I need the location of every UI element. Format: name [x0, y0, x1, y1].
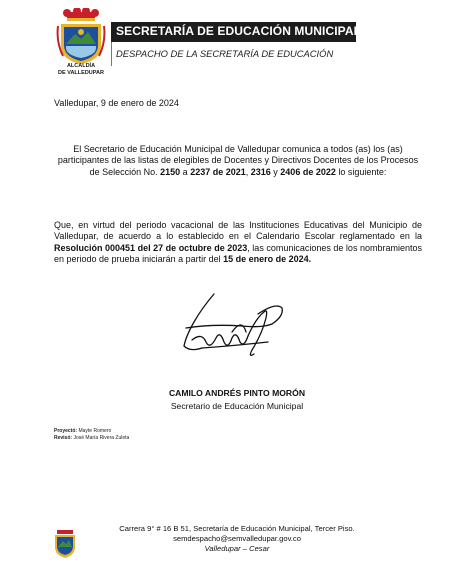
- letter-date: Valledupar, 9 de enero de 2024: [54, 98, 179, 108]
- drafting-credits: [54, 428, 129, 441]
- credit-reviso-label: Revisó:: [54, 434, 73, 441]
- paragraph-announcement: [54, 144, 422, 178]
- paragraph2-bold-start-date: 15 de enero de 2024.: [223, 254, 312, 265]
- paragraph2-middle: , las comunicaciones de los nombramientos en periodo de prueba iniciarán a partir del: [54, 242, 422, 265]
- signer-name: CAMILO ANDRÉS PINTO MORÓN: [168, 388, 306, 398]
- header-separator: [111, 42, 112, 66]
- paragraph2-bold-resolution: Resolución 000451 del 27 de octubre de 2023: [54, 242, 248, 253]
- paragraph1-bold-process-2: 2237 de 2021: [190, 166, 246, 177]
- paragraph2-text: Que, en virtud del periodo vacacional de las Instituciones Educativas del Municipio de Valledupar, de acuerdo a lo establecido en el Calendario Escolar reglamentado en la: [54, 220, 422, 242]
- footer-city: Valledupar – Cesar: [204, 544, 270, 553]
- paragraph1-bold-process-1: 2150: [160, 166, 181, 177]
- credit-reviso: [54, 435, 129, 442]
- footer-email: semdespacho@semvalledupar.gov.co: [173, 534, 301, 543]
- paragraph-decision: [54, 220, 422, 266]
- credit-reviso-value: José María Rivera Zuleta: [73, 434, 130, 441]
- paragraph1-connector-1: a: [180, 166, 191, 177]
- credit-proyecto-label: Proyectó:: [54, 428, 78, 434]
- credit-proyecto-value: Mayte Romero: [78, 428, 112, 434]
- paragraph1-text: El Secretario de Educación Municipal de Valledupar comunica a todos (as) los (as) participantes de las listas de elegibles de Docentes y Directivos Docentes de los Procesos de Selección No.: [57, 144, 419, 177]
- handwritten-signature: [172, 288, 292, 370]
- paragraph1-bold-process-3: 2316: [250, 166, 271, 177]
- paragraph1-ending: lo siguiente:: [335, 166, 387, 177]
- header-subtitle: DESPACHO DE LA SECRETARÍA DE EDUCACIÓN: [116, 48, 334, 59]
- paragraph1-connector-2: ,: [245, 166, 251, 177]
- logo-caption-line1: ALCALDÍA: [66, 63, 96, 69]
- logo-caption-line2: DE VALLEDUPAR: [58, 69, 104, 76]
- header-title: SECRETARÍA DE EDUCACIÓN MUNICIPAL: [116, 24, 362, 38]
- paragraph1-bold-process-4: 2406 de 2022: [280, 166, 336, 177]
- logo-caption: [48, 63, 114, 76]
- paragraph1-connector-3: y: [270, 166, 281, 177]
- footer-address: Carrera 9° # 16 B 51, Secretaría de Educación Municipal, Tercer Piso.: [119, 524, 355, 533]
- signer-role: Secretario de Educación Municipal: [170, 401, 304, 411]
